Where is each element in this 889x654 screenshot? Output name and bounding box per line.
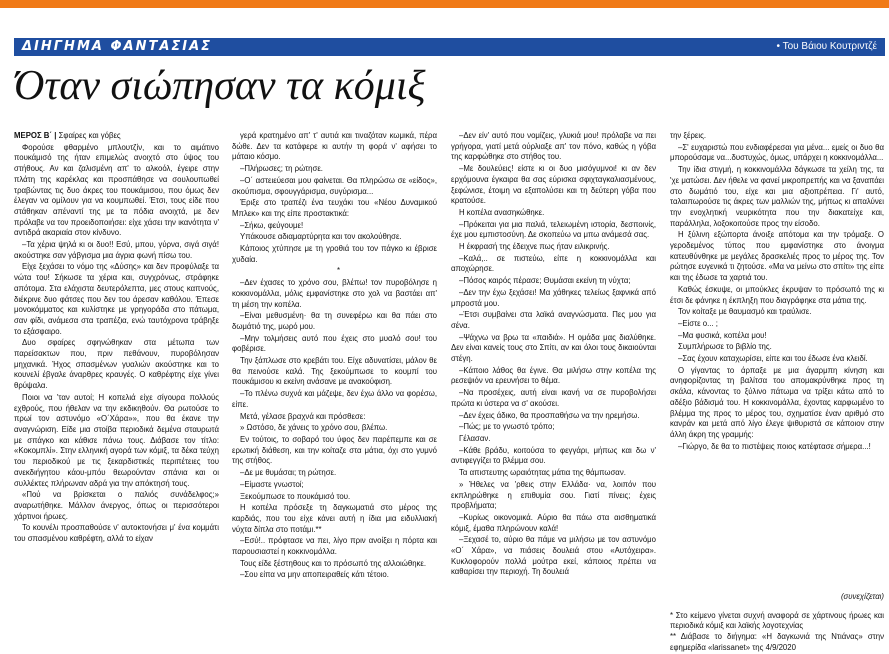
text-column-4 — [670, 131, 884, 576]
paragraph: Συμπλήρωσε το βιβλίο της. — [678, 342, 772, 352]
paragraph: –Είναι μεθυσμένη· θα τη συνεφέρω και θα πάει στο δωμάτιό της, μωρό μου. — [232, 311, 437, 331]
paragraph: –Καλά,.. σε πιστεύω, είπε η κοκκινομάλλα και αποχώρησε. — [451, 253, 656, 274]
paragraph: γερά κρατημένο απ' τ' αυτιά και τιναζόταν κωμικά, πέρα δώθε. Δεν τα κατάφερε κι αυτήν τη φορά ν' αφήσει το μάταιο κόσμο. — [232, 131, 437, 162]
author-byline: • Του Βάιου Κουτριντζέ — [776, 41, 877, 52]
paragraph: Ποιοι να 'ταν αυτοί; Η κοπελιά είχε σίγουρα πολλούς εχθρούς, που ήθελαν να την εκδικηθούν. Θα ρωτούσε το πρωί τον αστυνόμο «Ο΄Χάρα»», που θα έκανε την αναγνώριση. Είδε μια στοίβα περιοδικά δεμένα σταυρωτά με σπάγκο και κάθισε πάνω τους. Διάβασε τον τίτλο: «Κοκομπλί». Στην ελληνική αγορά των κόμιξ, τα δέκα τεύχη του περιοδικού με τις ξεκαρδιστικές περιπέτειες του ανεκδιήγητου κάου-μπόυ θεωρούνταν σπάνια και οι συλλέκτες πλήρωναν αδρά για την απόκτησή τους. — [14, 392, 219, 488]
paragraph: Δυο σφαίρες σφηνώθηκαν στα μέτωπα των παρείσακτων που, πριν πεθάνουν, πυροβόλησαν μηχανικά. Ήχος σπασμένων γυαλιών ακούστηκε και το κουνελί έβγαλε άναρθρες κραυγές. Ο καθρέφτης είχε γίνει θρύψαλα. — [14, 338, 219, 391]
paragraph: Η έκφρασή της έδειχνε πως ήταν ειλικρινής. — [459, 242, 610, 252]
text-column-1 — [14, 131, 219, 643]
paragraph: –Κάθε βράδυ, κοιτούσα το φεγγάρι, μήπως και δω ν' αντιφεγγίζει το βλέμμα σου. — [451, 445, 656, 466]
paragraph: Το κουνέλι προσπαθούσε ν' αυτοκτονήσει μ' ένα κομμάτι του σπασμένου καθρέφτη, αλλά το είχαν — [14, 523, 219, 544]
paragraph: » Ωστόσο, δε χάνεις το χρόνο σου, βλέπω. — [240, 423, 388, 433]
paragraph: –Δεν έχεις άδικο, θα προσπαθήσω να την ηρεμήσω. — [459, 410, 640, 420]
paragraph: Τους είδε ξέστηθους και το πρόσωπό της αλλοιώθηκε. — [240, 558, 427, 568]
section-label: ΔΙΗΓΗΜΑ ΦΑΝΤΑΣΙΑΣ — [22, 39, 213, 54]
paragraph: Γέλασαν. — [459, 433, 491, 443]
paragraph: Έριξε στο τραπέζι ένα τευχάκι του «Νέου Δυναμικού Μπλεκ» και της είπε προστακτικά: — [232, 198, 437, 218]
paragraph: Την ξάπλωσε στο κρεβάτι του. Είχε αδυνατίσει, μάλον θε θα πεινούσε καλά. Της ξεκούμπωσε το κουμπί του πουκάμισου κι εκείνη ανάσανε με ανακούφιση. — [232, 356, 437, 387]
paragraph: –Το πλένω συχνά και μάζεψε, δεν έχω άλλο να φορέσω, είπε. — [232, 389, 437, 409]
paragraph: –Μα φυσικά, κοπέλα μου! — [678, 330, 767, 340]
paragraph: –Ξεχασέ το, αύριο θα πάμε να μιλήσω με τον αστυνόμο «Ο΄ Χάρα», να πιάσεις δουλειά στου «Αυτόχειρα». Κυκλοφορούν πολλά μούτρα εκεί, κάποιος πρέπει να καθαρίσει την περιοχή. Τη δουλειά — [451, 535, 656, 577]
story-part-heading — [14, 131, 219, 142]
paragraph: –Τα χέρια ψηλά κι οι δυο!! Εσύ, μπου, γύρνα, σιγά σιγά! ακούστηκε σαν γάβγισμα μια άγρια φωνή πίσω του. — [14, 240, 219, 260]
story-title: Όταν σιώπησαν τα κόμιξ — [14, 63, 426, 109]
paragraph: Υπάκουσε αδιαμαρτύρητα και τον ακολούθησε. — [240, 232, 402, 242]
top-accent-stripe — [0, 0, 889, 8]
paragraph: –Να προσέχεις, αυτή είναι ικανή να σε πυροβολήσει πρώτα κι ύστερα να σ' ακούσει. — [451, 388, 656, 408]
paragraph: «Πού να βρίσκεται ο παλιός συνάδελφος;» αναρωτήθηκε. Μάλλον άνεργος, όπως οι περισσότεροι χάρτινοι ήρωες. — [14, 490, 219, 521]
paragraph: –Είστε ο... ; — [678, 318, 718, 328]
paragraph: –Εσύ!.. πρόφτασε να πει, λίγο πριν ανοίξει η πόρτα και παρουσιαστεί η κοκκινομάλλα. — [232, 536, 437, 557]
paragraph: –Κυρίως οικονομικά. Αύριο θα πάω στα αισθηματικά κόμιξ, έμαθα πληρώνουν καλά! — [451, 512, 656, 533]
paragraph: –Πλήρωσες; τη ρώτησε. — [240, 164, 323, 174]
paragraph: Εν τούτοις, το σοβαρό του ύφος δεν παρέπεμπε και σε ερωτική διάθεση, και την κοίταζε στα μάτια, όχι στο γυμνό της στήθος. — [232, 434, 437, 466]
paragraph: –Έτσι συμβαίνει στα λαϊκά αναγνώσματα. Πες μου για σένα. — [451, 310, 656, 330]
part-name: Σφαίρες και γόβες — [58, 131, 121, 140]
paragraph: –Σ' ευχαριστώ που ενδιαφέρεσαι για μένα... εμείς οι δυο θα μπορούσαμε να...δυστυχώς, όμως, υπάρχει η κοκκινομάλλα... — [670, 142, 884, 163]
text-column-3 — [451, 131, 656, 643]
paragraph: –Με δουλεύεις! είστε κι οι δυο μισόγυμνοι! κι αν δεν ερχόμουνα έγκαιρα θα σας εύρισκα σφιχταγκαλιασμένους, ξεφώνισε, έτοιμη να εξαπολύσει και τη δεύτερη γόβα που κρατούσε. — [451, 164, 656, 206]
part-separator: | — [52, 131, 59, 140]
paragraph: –Πρόκειται για μια παλιά, τελειωμένη ιστορία, δεσποινίς, έχε μου εμπιστοσύνη. Δε σκοπεύω να μπω ανάμεσά σας. — [451, 219, 656, 240]
paragraph: Τον κοίταξε με θαυμασμό και τραύλισε. — [678, 307, 812, 317]
paragraph: –Δεν την έχω ξεχάσει! Μα χάθηκες τελείως ξαφνικά από μπροστά μου. — [451, 287, 656, 308]
paragraph: –Γιώργο, δε θα το πιστέψεις ποιος κατέφτασε σήμερα...! — [678, 441, 871, 451]
paragraph: –Ο΄ αστειεύεσαι μου φαίνεται. Θα πληρώσω σε «είδος», σκούπισμα, σφουγγάρισμα, συγύρισμα... — [232, 175, 437, 196]
footnotes — [670, 586, 884, 654]
paragraph: –Σήκω, φεύγουμε! — [240, 220, 304, 230]
footnote-2: ** Διάβασε το διήγημα: «Η δαγκωνιά της Ντιάνας» στην εφημερίδα «larissanet» της 4/9/2020 — [670, 632, 884, 652]
continued-note: (συνεχίζεται) — [840, 592, 884, 601]
paragraph: –Δε με θυμάσαι; τη ρώτησε. — [240, 468, 337, 478]
paragraph: Ξεκούμπωσε το πουκάμισό του. — [240, 491, 351, 501]
paragraph: Φορούσε φθαρμένο μπλουτζίν, και το αιμάτινο πουκάμισό της ήταν επιμελώς ανοιχτό στο ύψος του στήθους. Αν και ζαλισμένη απ' το αλκοόλ, έγειρε στην πλάτη της καρέκλας και προσπάθησε να σουλουπωθεί τραβώντας τις δυο άκρες του πουκάμισου, που όμως δεν έλεγαν να ομίλουν για να κουμπωθεί. Έτσι, τους είδε που στάθηκαν απέναντί της με τα πόδια ανοιχτά, με δεν πρόλαβε να τον προειδοποιήσει: είχε χάσει την ικανότητα ν' αντιδρά ακαριαία στον κίνδυνο. — [14, 142, 219, 238]
footnote-1: * Στο κείμενο γίνεται συχνή αναφορά σε χάρτινους ήρωες και περιοδικά κόμιξ και λαϊκής λογοτεχνίας — [670, 610, 884, 631]
paragraph: Η κοπέλα πρόσεξε τη δαγκωματιά στο μέρος της καρδιάς, που του είχε κάνει αυτή η ίδια μια ειδυλλιακή νύχτα δίπλα στο ποτάμι.** — [232, 503, 437, 534]
paragraph: –Μην τολμήσεις αυτό που έχεις στο μυαλό σου! του φοβέρισε. — [232, 333, 437, 354]
paragraph: Μετά, γέλασε βραχνά και πρόσθεσε: — [240, 411, 366, 421]
paragraph: την ξέρεις. — [670, 131, 707, 140]
paragraph: –Ψάχνω να βρω τα «παιδιά». Η ομάδα μας διαλύθηκε. Δεν είναι κανείς τους στο Σπίτι, αν και όλοι τους δικαιούνται στέγη. — [451, 332, 656, 364]
paragraph: * — [336, 266, 341, 276]
paragraph: Είχε ξεχάσει το νόμο της «Δύσης» και δεν προφύλαξε τα νώτα του! Σήκωσε τα χέρια και, συγχρόνως, στράφηκε απότομα. Στα ελάχιστα δευτερόλεπτα, μες στους καπνούς, διέκρινε δυο φάτσες που δεν του άρεσαν καθόλου. Έπεσε μονοκόμματος και κυλίστηκε με γρηγοράδα στο πάτωμα, σαν φίδι, ανάμεσα στα τραπέζια, ενώ ταυτόχρονα τράβηξε το εξάσφαιρο. — [14, 262, 219, 336]
paragraph: Καθώς έσκυψε, οι μπούκλες έκρυψαν το πρόσωπό της κι έτσι δε φάνηκε η έκπληξη που διαγράφηκε στα μάτια της. — [670, 284, 884, 305]
paragraph: –Πώς; με το γνωστό τρόπο; — [459, 422, 555, 432]
paragraph: –Κάποιο λάθος θα έγινε. Θα μιλήσω στην κοπέλα της ρεσεψιόν να ερευνήσει το θέμα. — [451, 365, 656, 386]
paragraph: –Είμαστε γνωστοί; — [240, 479, 304, 489]
paragraph: Κάποιος χτύπησε με τη γροθιά του τον πάγκο κι έβρισε χυδαία. — [232, 244, 437, 264]
paragraph: –Σου είπα να μην αποπειραθείς κάτι τέτοιο. — [240, 570, 389, 580]
paragraph: –Δεν είν' αυτό που νομίζεις, γλυκιά μου! πρόλαβε να πει γρήγορα, γιατί μετά ούρλιαξε απ' τον πόνο, καθώς η γόβα της καρφώθηκε στο στήθος του. — [451, 131, 656, 162]
paragraph: Η κοπέλα ανασηκώθηκε. — [459, 207, 545, 217]
paragraph: –Δεν έχασες το χρόνο σου, βλέπω! τον πυροβόλησε η κοκκινομάλλα, μόλις εμφανίστηκε στο χολ να βαστάει απ' τη μέση την κοπέλα. — [232, 278, 437, 309]
paragraph: » Ήθελες να 'ρθεις στην Ελλάδα· να, λοιπόν που εκπληρώθηκε η επιθυμία σου. Γιατί πίνεις; έχεις προβλήματα; — [451, 479, 656, 511]
paragraph: Η ξύλινη εξώπορτα άνοιξε απότομα και την τρόμαξε. Ο γεροδεμένος τύπος που εμφανίστηκε στο άνοιγμα κατευθύνθηκε με μεγάλες δρασκελιές προς το μέρος της. Τον ρώτησε ευγενικά τι ζητούσε. «Μα να μείνω στο σπίτι» της είπε και της έδωσε τα χαρτιά του. — [670, 230, 884, 283]
paragraph: –Πόσος καιρός πέρασε; Θυμάσαι εκείνη τη νύχτα; — [459, 276, 631, 286]
part-label: ΜΕΡΟΣ Β΄ — [14, 131, 53, 140]
paragraph: Την ίδια στιγμή, η κοκκινομάλλα δάγκωσε τα χείλη της, τα 'χε ματώσει. Δεν ήθελε να φανεί μικροπρεπής και να ξαναπάει στο δωμάτιό του, είχε και μια αξιοπρέπεια. Γι' αυτό, ταλαιπωρούσε τις άκρες των μαλλιών της, μήπως κι απαλύνει την ενοχλητική νευρικότητα που την διακατείχε και, παράλληλα, λοξοκοιτούσε προς την είσοδο. — [670, 165, 884, 228]
paragraph: Ο γίγαντας το άρπαξε με μια άγαρμπη κίνηση και ανηφορίζοντας τη βαλίτσα του απομακρύνθηκε προς τη σκάλα, κάνοντας το ξύλινο πάτωμα να τρίξει κάτω από το αδέξιο βάδισμά του. Η κοκκινομάλλα, έχοντας καρφωμένο το βλέμμα της προς το μέρος του, σχηματίσε έναν αριθμό στο κανράν και μετά από λίγο έλεγε ψιθυριστά σε κάποιον στην άλλη άκρη της γραμμής: — [670, 365, 884, 439]
text-column-2 — [232, 131, 437, 643]
paragraph: Τα απιστευτης ωραιότητας μάτια της θάμπωσαν. — [459, 468, 626, 478]
paragraph: –Σας έχουν καταχωρίσει, είπε και του έδωσε ένα κλειδί. — [678, 354, 868, 364]
